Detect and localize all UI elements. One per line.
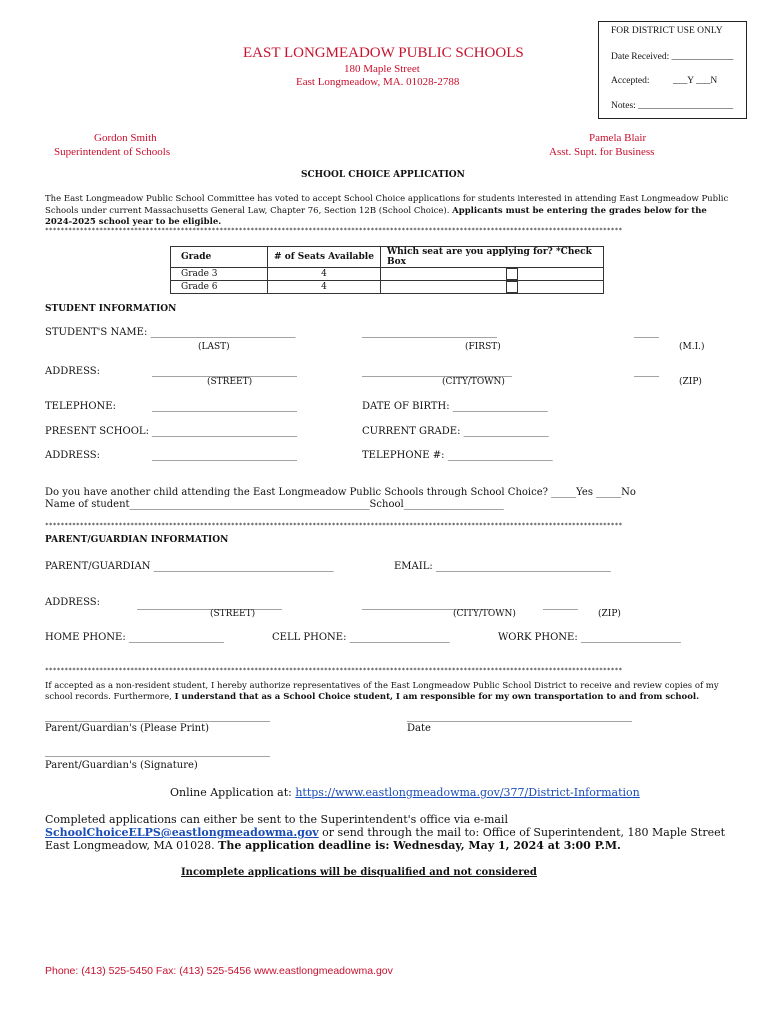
online-application: Online Application at: https://www.eastlongmeadowma.gov/377/District-Information: [170, 786, 640, 799]
header-seats: # of Seats Available: [268, 247, 381, 268]
telephone-field[interactable]: _____________________________: [152, 401, 297, 412]
last-caption: (LAST): [198, 342, 230, 352]
home-phone-field[interactable]: HOME PHONE: ___________________: [45, 632, 224, 643]
first-caption: (FIRST): [465, 342, 501, 352]
address-label: ADDRESS:: [45, 366, 100, 377]
signature-caption: Parent/Guardian's (Signature): [45, 760, 198, 771]
check-cell: [381, 281, 604, 294]
student-zip-field[interactable]: _____: [634, 366, 659, 377]
student-street-field[interactable]: _____________________________: [152, 366, 297, 377]
parent-zip-field[interactable]: _______: [543, 599, 578, 610]
student-last-name-field[interactable]: STUDENT'S NAME: _____________________________: [45, 327, 296, 338]
accepted-options[interactable]: ___Y ___N: [673, 76, 718, 86]
page-title: SCHOOL CHOICE APPLICATION: [301, 170, 465, 180]
header-which-seat: Which seat are you applying for? *Check Box: [381, 247, 604, 268]
grade-cell: Grade 6: [171, 281, 268, 294]
footer-contact: Phone: (413) 525-5450 Fax: (413) 525-5456 www.eastlongmeadowma.gov: [45, 965, 393, 977]
date-caption: Date: [407, 723, 431, 734]
superintendent-title: Superintendent of Schools: [54, 146, 171, 158]
superintendent-name: Gordon Smith: [94, 132, 157, 144]
intro-line-2: Schools under current Massachusetts General Law, Chapter 76, Section 12B (School Choice). Applicants must be entering the grades below for the: [45, 206, 707, 216]
school-name: EAST LONGMEADOW PUBLIC SCHOOLS: [243, 45, 524, 61]
incomplete-warning: Incomplete applications will be disqualified and not considered: [181, 867, 537, 878]
signature-field[interactable]: _____________________________________________: [45, 746, 270, 757]
school-telephone-field[interactable]: TELEPHONE #: _____________________: [362, 450, 553, 461]
authorization-line-1: If accepted as a non-resident student, I hereby authorize representatives of the East Longmeadow Public School District to receive and review copies of my: [45, 681, 719, 691]
district-use-box: [598, 21, 747, 119]
school-street: 180 Maple Street: [344, 63, 420, 75]
accepted-label: Accepted:: [611, 76, 650, 86]
student-mi-field[interactable]: _____: [634, 327, 659, 338]
parent-zip-caption: (ZIP): [598, 609, 621, 619]
parent-street-caption: (STREET): [210, 609, 256, 619]
school-city: East Longmeadow, MA. 01028-2788: [296, 76, 460, 88]
notes-field[interactable]: Notes: ____________________: [611, 101, 734, 111]
completed-line-3: East Longmeadow, MA 01028. The application deadline is: Wednesday, May 1, 2024 at 3:00 P.M.: [45, 839, 621, 852]
grade-table-header: [171, 247, 604, 268]
asst-supt-name: Pamela Blair: [589, 132, 647, 144]
telephone-label: TELEPHONE:: [45, 401, 116, 412]
grade-3-checkbox[interactable]: [506, 268, 518, 280]
current-grade-field[interactable]: CURRENT GRADE: _________________: [362, 426, 549, 437]
authorization-line-2: school records. Furthermore, I understand that as a School Choice student, I am responsible for my own transportation to and from school.: [45, 692, 700, 702]
completed-line-1: Completed applications can either be sent to the Superintendent's office via e-mail: [45, 813, 508, 826]
parent-address-label: ADDRESS:: [45, 597, 100, 608]
email-link[interactable]: SchoolChoiceELPS@eastlongmeadowma.gov: [45, 826, 319, 839]
student-info-heading: STUDENT INFORMATION: [45, 304, 177, 314]
student-first-name-field[interactable]: ___________________________: [362, 327, 497, 338]
date-of-birth-field[interactable]: DATE OF BIRTH: ___________________: [362, 401, 548, 412]
divider-stars-1: *****************************************************************************************************************************************************: [45, 227, 623, 234]
school-address-label: ADDRESS:: [45, 450, 100, 461]
seats-cell: 4: [268, 281, 381, 294]
mi-caption: (M.I.): [679, 342, 705, 352]
sibling-question[interactable]: Do you have another child attending the East Longmeadow Public Schools through School Choice? _____Yes _____No: [45, 487, 636, 498]
asst-supt-title: Asst. Supt. for Business: [549, 146, 655, 158]
date-field[interactable]: _____________________________________________: [407, 711, 632, 722]
check-cell: [381, 268, 604, 281]
seats-cell: 4: [268, 268, 381, 281]
print-name-caption: Parent/Guardian's (Please Print): [45, 723, 210, 734]
present-school-field[interactable]: PRESENT SCHOOL: _____________________________: [45, 426, 298, 437]
student-city-field[interactable]: ______________________________: [362, 366, 512, 377]
grade-cell: Grade 3: [171, 268, 268, 281]
city-caption: (CITY/TOWN): [442, 377, 505, 387]
header-grade: Grade: [171, 247, 268, 268]
table-row: [171, 281, 604, 294]
parent-city-caption: (CITY/TOWN): [453, 609, 516, 619]
completed-line-2: SchoolChoiceELPS@eastlongmeadowma.gov or send through the mail to: Office of Superintendent, 180 Maple Street: [45, 826, 726, 839]
intro-line-3: 2024-2025 school year to be eligible.: [45, 217, 222, 227]
intro-line-1: The East Longmeadow Public School Committee has voted to accept School Choice applications for students interested in attending East Longmeadow Public: [45, 194, 729, 204]
sibling-name-field[interactable]: Name of student________________________________________________School____________________: [45, 499, 504, 510]
email-field[interactable]: EMAIL: ___________________________________: [394, 561, 611, 572]
parent-guardian-field[interactable]: PARENT/GUARDIAN ____________________________________: [45, 561, 334, 572]
work-phone-field[interactable]: WORK PHONE: ____________________: [498, 632, 681, 643]
table-row: [171, 268, 604, 281]
street-caption: (STREET): [207, 377, 253, 387]
parent-info-heading: PARENT/GUARDIAN INFORMATION: [45, 535, 229, 545]
cell-phone-field[interactable]: CELL PHONE: ____________________: [272, 632, 450, 643]
date-received-field[interactable]: Date Received: _____________: [611, 52, 734, 62]
school-address-field[interactable]: _____________________________: [152, 450, 297, 461]
divider-stars-3: *****************************************************************************************************************************************************: [45, 667, 623, 674]
parent-street-field[interactable]: _____________________________: [137, 599, 282, 610]
zip-caption: (ZIP): [679, 377, 702, 387]
print-name-field[interactable]: _____________________________________________: [45, 711, 270, 722]
grade-table: [170, 246, 604, 294]
grade-6-checkbox[interactable]: [506, 281, 518, 293]
parent-city-field[interactable]: __________________________: [362, 599, 492, 610]
online-application-link[interactable]: https://www.eastlongmeadowma.gov/377/District-Information: [295, 786, 640, 799]
district-box-title: FOR DISTRICT USE ONLY: [611, 26, 723, 36]
divider-stars-2: *****************************************************************************************************************************************************: [45, 522, 623, 529]
